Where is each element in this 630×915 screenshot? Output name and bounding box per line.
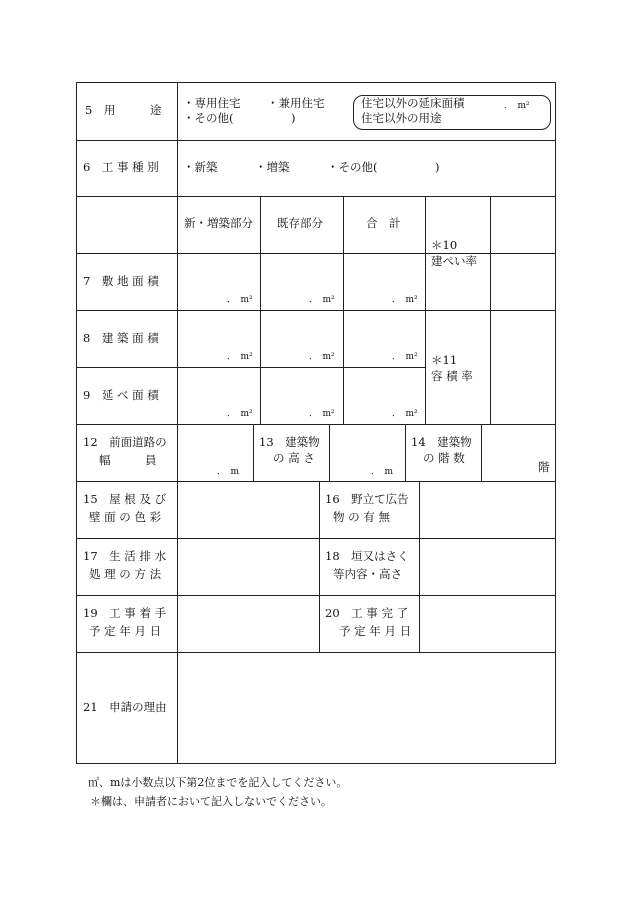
column-divider xyxy=(319,481,320,652)
building-area-existing-unit[interactable]: ． m² xyxy=(309,352,335,362)
floor-area-ratio-number: ＊11 xyxy=(431,353,458,367)
column-divider xyxy=(260,196,261,424)
option-new-construction[interactable]: ・新築 xyxy=(183,160,218,174)
building-area-new-unit[interactable]: ． m² xyxy=(227,352,253,362)
column-header-total: 合 計 xyxy=(366,216,401,230)
drainage-label-line2: 処 理 の 方 法 xyxy=(89,567,162,581)
construction-type-label: 6 工 事 種 別 xyxy=(83,160,159,174)
option-other-use[interactable]: ・その他( ) xyxy=(183,111,296,125)
row-divider xyxy=(77,481,555,482)
row-divider xyxy=(77,424,555,425)
coverage-ratio-label: 建ぺい率 xyxy=(431,254,477,268)
column-divider xyxy=(425,196,426,424)
building-height-unit[interactable]: ． m xyxy=(371,467,394,477)
floor-area-unit: ． m² xyxy=(504,101,530,111)
coverage-ratio-number: ＊10 xyxy=(431,238,458,252)
total-floor-area-total-unit[interactable]: ． m² xyxy=(392,409,418,419)
number-of-floors-label-line2: の 階 数 xyxy=(423,451,465,465)
row-divider xyxy=(77,310,555,311)
reason-field[interactable] xyxy=(178,653,554,763)
option-combined-house[interactable]: ・兼用住宅 xyxy=(267,96,325,110)
asterisk-note: ＊欄は、申請者において記入しないでください。 xyxy=(90,795,332,808)
row-divider xyxy=(77,595,555,596)
use-label: 5 用 途 xyxy=(85,103,162,117)
total-floor-area-new-unit[interactable]: ． m² xyxy=(227,409,253,419)
column-divider xyxy=(405,424,406,481)
fence-label-line2: 等内容・高さ xyxy=(333,567,402,581)
row-divider xyxy=(77,140,555,141)
building-height-label-line1: 13 建築物 xyxy=(259,435,320,449)
drainage-label-line1: 17 生 活 排 水 xyxy=(83,549,167,563)
column-divider xyxy=(329,424,330,481)
road-width-label-line1: 12 前面道路の xyxy=(83,435,167,449)
start-date-label-line1: 19 工 事 着 手 xyxy=(83,606,167,620)
column-divider xyxy=(419,481,420,652)
row-divider xyxy=(77,367,425,368)
completion-date-label-line2: 予 定 年 月 日 xyxy=(339,624,412,638)
option-extension[interactable]: ・増築 xyxy=(255,160,290,174)
site-area-label: 7 敷 地 面 積 xyxy=(83,274,159,288)
non-residential-use-label: 住宅以外の用途 xyxy=(361,111,442,125)
non-residential-floor-area-label: 住宅以外の延床面積 xyxy=(361,96,465,110)
column-divider xyxy=(343,196,344,424)
building-application-form xyxy=(76,82,556,764)
billboard-label-line2: 物 の 有 無 xyxy=(333,510,390,524)
column-divider xyxy=(481,424,482,481)
fence-label-line1: 18 垣又はさく xyxy=(325,549,409,563)
site-area-total-unit[interactable]: ． m² xyxy=(392,295,418,305)
start-date-label-line2: 予 定 年 月 日 xyxy=(89,624,162,638)
reason-label: 21 申請の理由 xyxy=(83,700,167,714)
column-header-new: 新・増築部分 xyxy=(184,216,253,230)
road-width-label-line2: 幅 員 xyxy=(99,453,157,467)
site-area-existing-unit[interactable]: ． m² xyxy=(309,295,335,305)
row-divider xyxy=(77,196,555,197)
column-header-existing: 既存部分 xyxy=(277,216,323,230)
road-width-unit[interactable]: ． m xyxy=(217,467,240,477)
roof-wall-color-label-line2: 壁 面 の 色 彩 xyxy=(89,510,162,524)
row-divider xyxy=(77,538,555,539)
billboard-label-line1: 16 野立て広告 xyxy=(325,492,409,506)
building-area-label: 8 建 築 面 積 xyxy=(83,331,159,345)
option-other-construction[interactable]: ・その他( ) xyxy=(327,160,440,174)
total-floor-area-label: 9 延 べ 面 積 xyxy=(83,388,159,402)
building-area-total-unit[interactable]: ． m² xyxy=(392,352,418,362)
column-divider xyxy=(490,196,491,424)
option-dedicated-house[interactable]: ・専用住宅 xyxy=(183,96,241,110)
floor-area-ratio-label: 容 積 率 xyxy=(431,369,473,383)
number-of-floors-label-line1: 14 建築物 xyxy=(411,435,472,449)
column-divider xyxy=(253,424,254,481)
decimal-note: ㎡、mは小数点以下第2位までを記入してください。 xyxy=(88,776,348,789)
building-height-label-line2: の 高 さ xyxy=(273,451,315,465)
floors-unit[interactable]: 階 xyxy=(538,460,550,474)
row-divider xyxy=(77,253,555,254)
total-floor-area-existing-unit[interactable]: ． m² xyxy=(309,409,335,419)
site-area-new-unit[interactable]: ． m² xyxy=(227,295,253,305)
roof-wall-color-label-line1: 15 屋 根 及 び xyxy=(83,492,167,506)
completion-date-label-line1: 20 工 事 完 了 xyxy=(325,606,409,620)
